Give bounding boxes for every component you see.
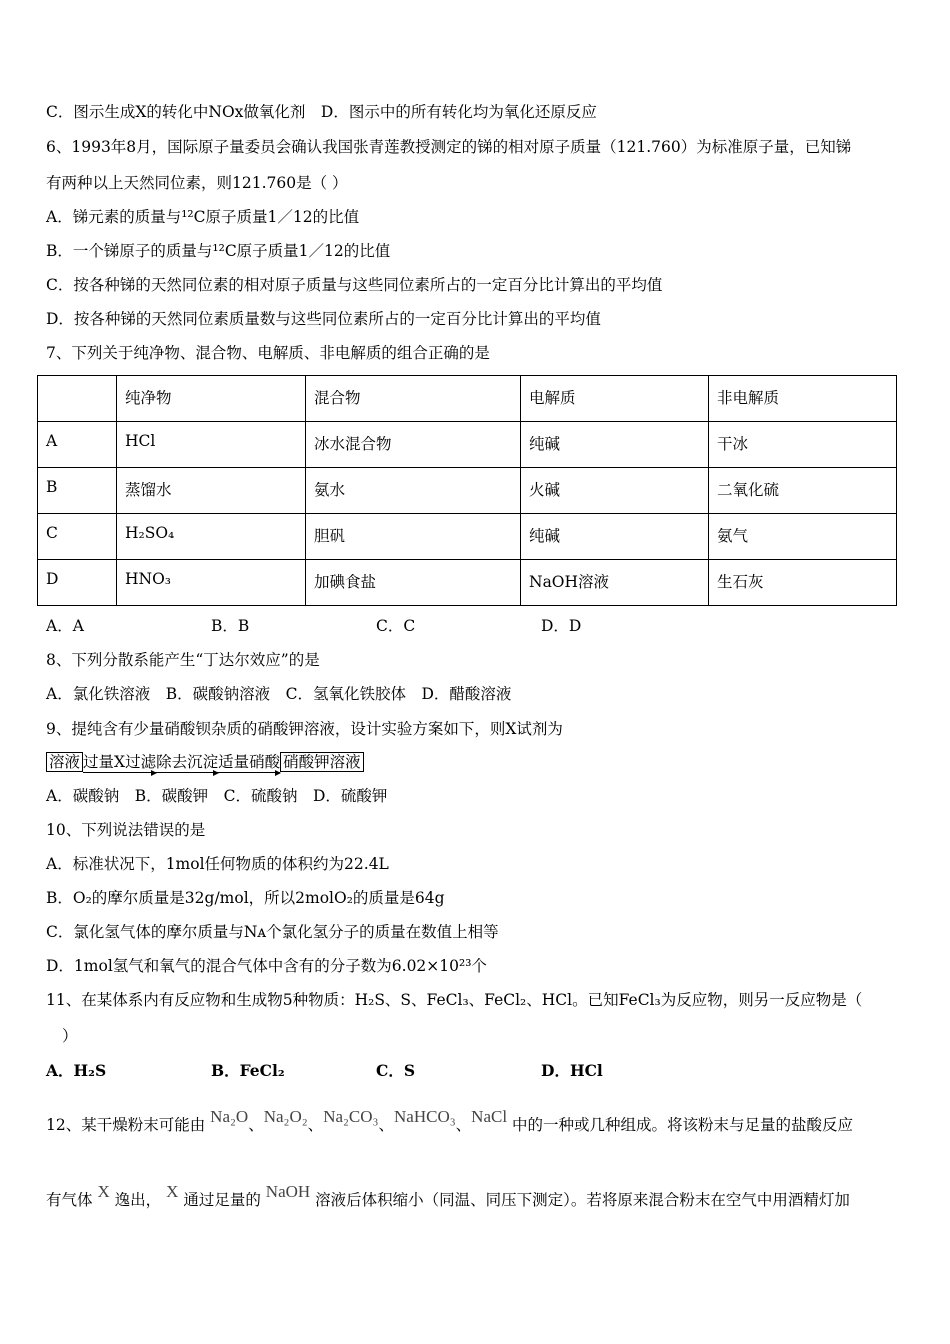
flow-label: 过量X	[83, 753, 126, 771]
table-cell: A	[38, 422, 117, 468]
text: 逸出，	[114, 1191, 162, 1209]
q9-options: A．碳酸钠 B．碳酸钾 C．硫酸钠 D．硫酸钾	[46, 787, 388, 805]
q6-option-a: A．锑元素的质量与¹²C原子质量1／12的比值	[46, 208, 360, 226]
table-cell: 干冰	[709, 422, 897, 468]
table-row	[38, 468, 897, 514]
flow-arrow	[156, 752, 218, 773]
q6-stem-1: 6、1993年8月，国际原子量委员会确认我国张青莲教授测定的锑的相对原子质量（121.760）为标准原子量，已知锑	[46, 138, 852, 156]
text: 、	[307, 1116, 324, 1134]
q8-options: A．氯化铁溶液 B．碳酸钠溶液 C．氢氧化铁胶体 D．醋酸溶液	[46, 685, 512, 703]
table-row	[38, 514, 897, 560]
text: 通过足量的	[183, 1191, 261, 1209]
q7-options	[46, 616, 706, 636]
q8-stem: 8、下列分散系能产生“丁达尔效应”的是	[46, 651, 320, 669]
option: D．HCl	[541, 1061, 603, 1080]
table-cell: 氨水	[306, 468, 521, 514]
flow-label: 除去沉淀	[156, 753, 219, 771]
q12-stem-2	[46, 1182, 850, 1210]
flow-arrow	[218, 752, 280, 773]
option: C．S	[376, 1061, 416, 1080]
table-cell: 非电解质	[709, 376, 897, 422]
table-cell: 纯净物	[117, 376, 306, 422]
table-cell: HNO₃	[117, 560, 306, 606]
table-cell: HCl	[117, 422, 306, 468]
q10-option-c: C．氯化氢气体的摩尔质量与Nᴀ个氯化氢分子的质量在数值上相等	[46, 923, 499, 941]
table-cell: 蒸馏水	[117, 468, 306, 514]
flow-arrow	[83, 752, 156, 773]
q6-option-b: B．一个锑原子的质量与¹²C原子质量1／12的比值	[46, 242, 391, 260]
q11-stem-1: 11、在某体系内有反应物和生成物5种物质：H₂S、S、FeCl₃、FeCl₂、HCl。已知FeCl₃为反应物，则另一反应物是（	[46, 991, 863, 1009]
formula: X	[97, 1182, 110, 1201]
q5-option-cd: C．图示生成X的转化中NOx做氧化剂 D．图示中的所有转化均为氧化还原反应	[46, 103, 597, 121]
table-cell	[38, 376, 117, 422]
table-cell: 纯碱	[521, 422, 709, 468]
flow-label: 过滤	[125, 753, 157, 771]
table-cell: 加碘食盐	[306, 560, 521, 606]
table-header-row	[38, 376, 897, 422]
q6-stem-2: 有两种以上天然同位素，则121.760是（ ）	[46, 174, 348, 192]
option: A．A	[46, 617, 84, 635]
table-row	[38, 560, 897, 606]
flow-label: 适量硝酸	[218, 753, 281, 771]
table-cell: 氨气	[709, 514, 897, 560]
q9-flow-diagram	[46, 752, 364, 773]
table-cell: NaOH溶液	[521, 560, 709, 606]
q10-option-b: B．O₂的摩尔质量是32g/mol，所以2molO₂的质量是64g	[46, 889, 445, 907]
q6-option-c: C．按各种锑的天然同位素的相对原子质量与这些同位素所占的一定百分比计算出的平均值	[46, 276, 663, 294]
q7-stem: 7、下列关于纯净物、混合物、电解质、非电解质的组合正确的是	[46, 344, 490, 362]
text: 、	[455, 1116, 472, 1134]
text: 中的一种或几种组成。将该粉末与足量的盐酸反应	[512, 1116, 854, 1134]
q10-stem: 10、下列说法错误的是	[46, 821, 206, 839]
q10-option-d: D．1mol氢气和氧气的混合气体中含有的分子数为6.02×10²³个	[46, 957, 487, 975]
q11-options	[46, 1061, 706, 1081]
formula: NaCl	[471, 1107, 508, 1126]
table-cell: 胆矾	[306, 514, 521, 560]
option: B．B	[211, 617, 250, 635]
q11-stem-2: ）	[62, 1027, 78, 1045]
table-cell: C	[38, 514, 117, 560]
table-cell: 火碱	[521, 468, 709, 514]
flow-start-box: 溶液	[46, 752, 83, 772]
table-cell: B	[38, 468, 117, 514]
option: C．C	[376, 617, 416, 635]
formula: NaOH	[265, 1182, 311, 1201]
formula: Na₂O₂	[263, 1107, 308, 1126]
formula: Na₂O	[210, 1107, 249, 1126]
text: 、	[248, 1116, 264, 1134]
q10-option-a: A．标准状况下，1mol任何物质的体积约为22.4L	[46, 855, 389, 873]
table-cell: 电解质	[521, 376, 709, 422]
text: 、	[378, 1116, 394, 1134]
table-cell: 二氧化硫	[709, 468, 897, 514]
text: 12、某干燥粉末可能由	[46, 1116, 206, 1134]
table-cell: 混合物	[306, 376, 521, 422]
table-cell: 生石灰	[709, 560, 897, 606]
flow-end-box: 硝酸钾溶液	[280, 752, 364, 772]
q9-stem: 9、提纯含有少量硝酸钡杂质的硝酸钾溶液，设计实验方案如下，则X试剂为	[46, 720, 563, 738]
formula: X	[166, 1182, 179, 1201]
table-cell: 冰水混合物	[306, 422, 521, 468]
formula: Na₂CO₃	[323, 1107, 379, 1126]
table-cell: H₂SO₄	[117, 514, 306, 560]
formula: NaHCO₃	[394, 1107, 456, 1126]
q6-option-d: D．按各种锑的天然同位素质量数与这些同位素所占的一定百分比计算出的平均值	[46, 310, 601, 328]
text: 溶液后体积缩小（同温、同压下测定）。若将原来混合粉末在空气中用酒精灯加	[315, 1191, 850, 1209]
q7-table	[37, 375, 897, 606]
option: A．H₂S	[46, 1061, 107, 1080]
option: B．FeCl₂	[211, 1061, 285, 1080]
table-row	[38, 422, 897, 468]
option: D．D	[541, 617, 582, 635]
text: 有气体	[46, 1191, 93, 1209]
table-cell: D	[38, 560, 117, 606]
table-cell: 纯碱	[521, 514, 709, 560]
q12-stem-1	[46, 1107, 853, 1135]
